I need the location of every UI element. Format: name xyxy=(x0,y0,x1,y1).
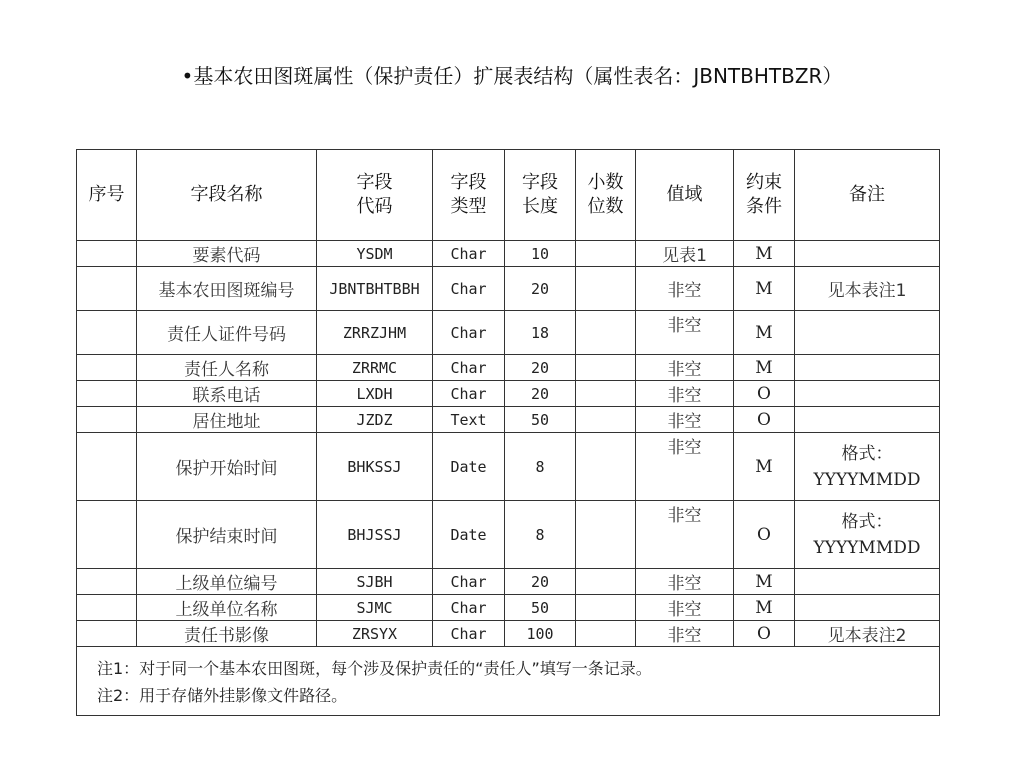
cell-constraint: M xyxy=(734,267,795,311)
remark-format-label: 格式： xyxy=(841,511,893,532)
cell-decimals xyxy=(576,407,636,433)
cell-domain: 非空 xyxy=(636,381,734,407)
cell-field-name: 上级单位名称 xyxy=(137,595,317,621)
cell-domain: 非空 xyxy=(636,621,734,647)
cell-field-code: ZRSYX xyxy=(317,621,433,647)
cell-field-type: Text xyxy=(433,407,505,433)
table-row xyxy=(77,433,940,501)
cell-field-code: JBNTBHTBBH xyxy=(317,267,433,311)
cell-field-type: Date xyxy=(433,501,505,569)
cell-field-length: 8 xyxy=(505,501,576,569)
cell-domain: 见表1 xyxy=(636,241,734,267)
cell-constraint: M xyxy=(734,433,795,501)
cell-domain: 非空 xyxy=(636,311,734,355)
cell-field-name: 责任书影像 xyxy=(137,621,317,647)
cell-field-code: SJBH xyxy=(317,569,433,595)
cell-field-code: ZRRZJHM xyxy=(317,311,433,355)
cell-remark xyxy=(795,501,940,569)
cell-domain: 非空 xyxy=(636,595,734,621)
cell-field-type: Char xyxy=(433,355,505,381)
cell-remark xyxy=(795,381,940,407)
cell-field-name: 联系电话 xyxy=(137,381,317,407)
cell-field-code: JZDZ xyxy=(317,407,433,433)
note-2: 注2：用于存储外挂影像文件路径。 xyxy=(97,686,348,705)
cell-domain: 非空 xyxy=(636,355,734,381)
cell-field-name: 责任人证件号码 xyxy=(137,311,317,355)
cell-field-length: 18 xyxy=(505,311,576,355)
cell-remark xyxy=(795,407,940,433)
table-row xyxy=(77,241,940,267)
cell-remark xyxy=(795,241,940,267)
cell-field-code: SJMC xyxy=(317,595,433,621)
cell-seq xyxy=(77,311,137,355)
header-remark: 备注 xyxy=(795,150,940,241)
cell-field-name: 保护结束时间 xyxy=(137,501,317,569)
cell-constraint: M xyxy=(734,355,795,381)
notes-row xyxy=(77,647,940,716)
cell-decimals xyxy=(576,621,636,647)
cell-constraint: O xyxy=(734,501,795,569)
cell-domain: 非空 xyxy=(636,267,734,311)
cell-remark xyxy=(795,355,940,381)
cell-decimals xyxy=(576,267,636,311)
remark-format-label: 格式： xyxy=(841,443,893,464)
cell-field-length: 20 xyxy=(505,381,576,407)
cell-seq xyxy=(77,381,137,407)
cell-remark xyxy=(795,569,940,595)
cell-constraint: O xyxy=(734,407,795,433)
cell-field-name: 居住地址 xyxy=(137,407,317,433)
cell-field-length: 8 xyxy=(505,433,576,501)
cell-domain: 非空 xyxy=(636,407,734,433)
table-row xyxy=(77,595,940,621)
cell-field-name: 要素代码 xyxy=(137,241,317,267)
cell-field-code: BHKSSJ xyxy=(317,433,433,501)
table-row xyxy=(77,501,940,569)
cell-field-code: LXDH xyxy=(317,381,433,407)
header-constraint: 约束 条件 xyxy=(734,150,795,241)
header-field-name: 字段名称 xyxy=(137,150,317,241)
table-row xyxy=(77,621,940,647)
table-notes xyxy=(77,647,940,716)
page-title: •基本农田图斑属性（保护责任）扩展表结构（属性表名：JBNTBHTBZR） xyxy=(181,64,843,88)
cell-field-name: 上级单位编号 xyxy=(137,569,317,595)
cell-remark xyxy=(795,433,940,501)
cell-remark: 见本表注1 xyxy=(795,267,940,311)
cell-decimals xyxy=(576,355,636,381)
cell-field-type: Char xyxy=(433,241,505,267)
cell-remark xyxy=(795,595,940,621)
header-field-length: 字段 长度 xyxy=(505,150,576,241)
cell-decimals xyxy=(576,381,636,407)
cell-decimals xyxy=(576,501,636,569)
cell-seq xyxy=(77,267,137,311)
cell-domain: 非空 xyxy=(636,569,734,595)
cell-field-type: Char xyxy=(433,381,505,407)
cell-field-length: 20 xyxy=(505,355,576,381)
cell-field-name: 基本农田图斑编号 xyxy=(137,267,317,311)
cell-constraint: O xyxy=(734,381,795,407)
cell-field-name: 保护开始时间 xyxy=(137,433,317,501)
cell-field-length: 50 xyxy=(505,407,576,433)
cell-field-length: 10 xyxy=(505,241,576,267)
table-row xyxy=(77,355,940,381)
header-field-type: 字段 类型 xyxy=(433,150,505,241)
table-row xyxy=(77,381,940,407)
cell-field-code: YSDM xyxy=(317,241,433,267)
cell-field-type: Char xyxy=(433,311,505,355)
cell-decimals xyxy=(576,311,636,355)
cell-seq xyxy=(77,241,137,267)
table-row xyxy=(77,311,940,355)
table-row xyxy=(77,569,940,595)
header-domain: 值域 xyxy=(636,150,734,241)
cell-seq xyxy=(77,595,137,621)
header-seq: 序号 xyxy=(77,150,137,241)
cell-constraint: M xyxy=(734,569,795,595)
cell-seq xyxy=(77,355,137,381)
table-row xyxy=(77,407,940,433)
table-row xyxy=(77,267,940,311)
cell-field-length: 50 xyxy=(505,595,576,621)
header-decimals: 小数 位数 xyxy=(576,150,636,241)
cell-field-length: 20 xyxy=(505,569,576,595)
table-header-row xyxy=(77,150,940,241)
cell-field-type: Char xyxy=(433,621,505,647)
cell-field-type: Char xyxy=(433,595,505,621)
remark-format-value: YYYYMMDD xyxy=(813,469,921,490)
cell-field-code: ZRRMC xyxy=(317,355,433,381)
field-structure-table xyxy=(76,149,940,716)
cell-domain: 非空 xyxy=(636,433,734,501)
cell-remark xyxy=(795,311,940,355)
cell-field-type: Date xyxy=(433,433,505,501)
note-1: 注1：对于同一个基本农田图斑，每个涉及保护责任的“责任人”填写一条记录。 xyxy=(97,659,652,678)
cell-seq xyxy=(77,433,137,501)
cell-seq xyxy=(77,407,137,433)
cell-field-code: BHJSSJ xyxy=(317,501,433,569)
cell-field-type: Char xyxy=(433,267,505,311)
remark-format-value: YYYYMMDD xyxy=(813,537,921,558)
cell-domain: 非空 xyxy=(636,501,734,569)
cell-constraint: M xyxy=(734,595,795,621)
cell-field-length: 100 xyxy=(505,621,576,647)
header-field-code: 字段 代码 xyxy=(317,150,433,241)
cell-decimals xyxy=(576,433,636,501)
cell-seq xyxy=(77,501,137,569)
cell-seq xyxy=(77,569,137,595)
cell-field-name: 责任人名称 xyxy=(137,355,317,381)
cell-seq xyxy=(77,621,137,647)
cell-constraint: M xyxy=(734,311,795,355)
cell-constraint: O xyxy=(734,621,795,647)
cell-constraint: M xyxy=(734,241,795,267)
cell-decimals xyxy=(576,595,636,621)
cell-decimals xyxy=(576,569,636,595)
cell-remark: 见本表注2 xyxy=(795,621,940,647)
cell-field-type: Char xyxy=(433,569,505,595)
cell-field-length: 20 xyxy=(505,267,576,311)
cell-decimals xyxy=(576,241,636,267)
